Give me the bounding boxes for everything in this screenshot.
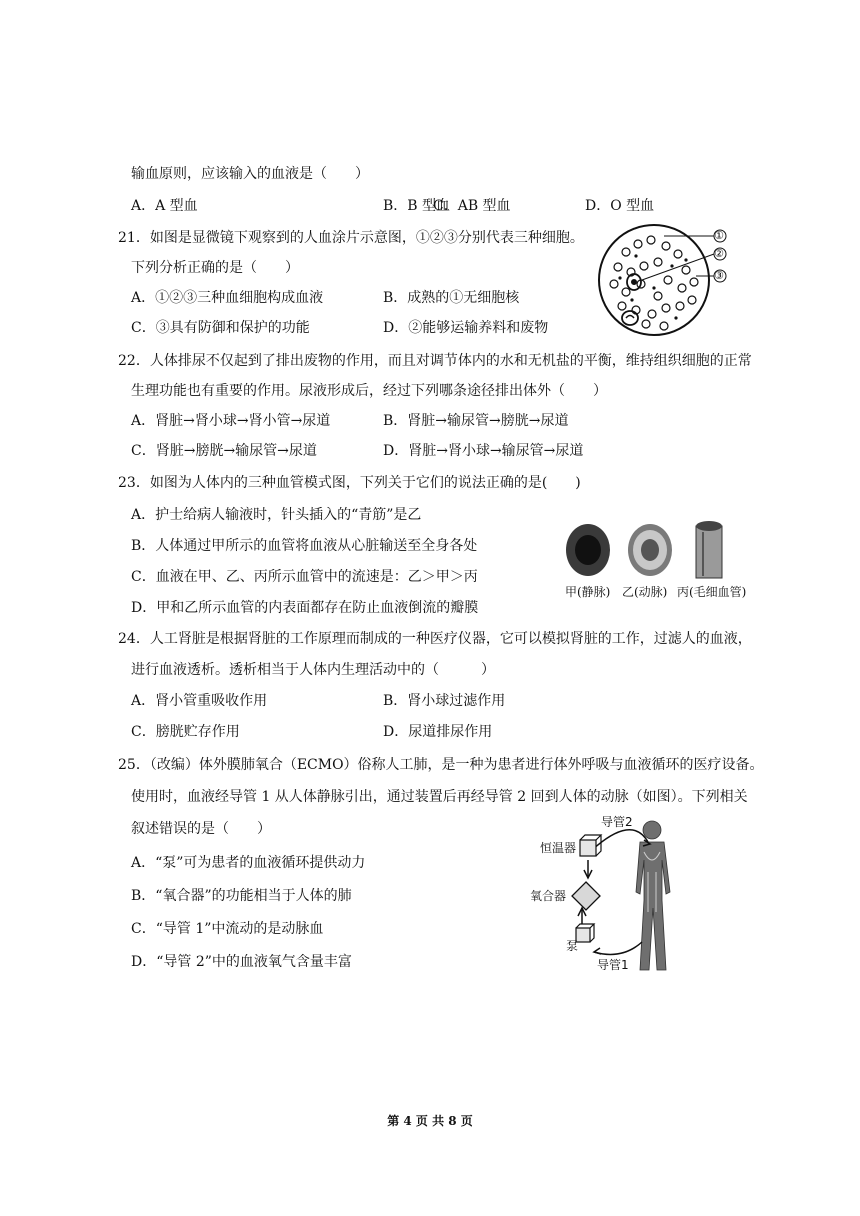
- q25-option-c: C．“导管 1”中流动的是动脉血: [131, 921, 324, 937]
- q21-option-a: A．①②③三种血细胞构成血液: [131, 290, 324, 306]
- q25-option-d: D．“导管 2”中的血液氧气含量丰富: [131, 954, 352, 970]
- q24-stem-2: 进行血液透析。透析相当于人体内生理活动中的（ ）: [131, 662, 495, 678]
- q22-option-c: C．肾脏→膀胱→输尿管→尿道: [131, 443, 317, 459]
- q24-option-a: A．肾小管重吸收作用: [131, 693, 268, 709]
- q22-stem-2: 生理功能也有重要的作用。尿液形成后，经过下列哪条途径排出体外（ ）: [131, 383, 607, 399]
- q20-stem: 输血原则，应该输入的血液是（ ）: [131, 166, 369, 182]
- vessel-label-vein: 甲(静脉): [565, 585, 611, 599]
- q24-option-b: B．肾小球过滤作用: [383, 693, 506, 709]
- q25-option-a: A．“泵”可为患者的血液循环提供动力: [131, 855, 366, 871]
- q23-option-b: B．人体通过甲所示的血管将血液从心脏输送至全身各处: [131, 538, 478, 554]
- q21-stem-1: 21．如图是显微镜下观察到的人血涂片示意图，①②③分别代表三种细胞。: [118, 230, 584, 246]
- q22-option-a: A．肾脏→肾小球→肾小管→尿道: [131, 413, 331, 429]
- q23-option-a: A．护士给病人输液时，针头插入的“青筋”是乙: [131, 507, 422, 523]
- q21-option-d: D．②能够运输养料和废物: [383, 320, 549, 336]
- q20-option-b: B．B 型血: [383, 198, 451, 214]
- smear-label-3: ③: [714, 269, 724, 282]
- q25-stem-3: 叙述错误的是（ ）: [131, 821, 271, 837]
- q21-option-b: B．成熟的①无细胞核: [383, 290, 520, 306]
- q22-stem-1: 22．人体排尿不仅起到了排出废物的作用，而且对调节体内的水和无机盐的平衡，维持组织细胞的正常: [118, 353, 752, 369]
- q24-option-c: C．膀胱贮存作用: [131, 724, 240, 740]
- blood-vessels-figure: [560, 520, 750, 582]
- ecmo-label-pump: 泵: [566, 939, 579, 953]
- q24-option-d: D．尿道排尿作用: [383, 724, 493, 740]
- q25-option-b: B．“氧合器”的功能相当于人体的肺: [131, 888, 352, 904]
- q20-option-a: A．A 型血: [131, 198, 198, 214]
- q20-option-c: C．AB 型血: [433, 198, 511, 214]
- q22-option-b: B．肾脏→输尿管→膀胱→尿道: [383, 413, 569, 429]
- ecmo-label-oxygenator: 氧合器: [530, 889, 567, 903]
- q21-stem-2: 下列分析正确的是（ ）: [131, 260, 299, 276]
- page-footer: 第 4 页 共 8 页: [387, 1114, 473, 1128]
- ecmo-label-tube2: 导管2: [601, 815, 633, 829]
- q24-stem-1: 24．人工肾脏是根据肾脏的工作原理而制成的一种医疗仪器，它可以模拟肾脏的工作，过滤人的血液，: [118, 631, 752, 647]
- vessel-label-capillary: 丙(毛细血管): [677, 585, 747, 599]
- q20-option-d: D．O 型血: [585, 198, 655, 214]
- q22-option-d: D．肾脏→肾小球→输尿管→尿道: [383, 443, 584, 459]
- q21-option-c: C．③具有防御和保护的功能: [131, 320, 310, 336]
- q23-stem: 23．如图为人体内的三种血管模式图，下列关于它们的说法正确的是( ): [118, 475, 581, 491]
- vessel-label-artery: 乙(动脉): [622, 585, 668, 599]
- q25-stem-1: 25．（改编）体外膜肺氧合（ECMO）俗称人工肺，是一种为患者进行体外呼吸与血液循环的医疗设备。: [118, 757, 764, 773]
- ecmo-label-thermostat: 恒温器: [540, 841, 577, 855]
- smear-label-1: ①: [714, 229, 724, 242]
- q25-stem-2: 使用时，血液经导管 1 从人体静脉引出，通过装置后再经导管 2 回到人体的动脉（如图）。下列相关: [131, 789, 748, 805]
- q23-option-c: C．血液在甲、乙、丙所示血管中的流速是：乙＞甲＞丙: [131, 569, 478, 585]
- smear-label-2: ②: [714, 247, 724, 260]
- ecmo-label-tube1: 导管1: [597, 958, 629, 972]
- q23-option-d: D．甲和乙所示血管的内表面都存在防止血液倒流的瓣膜: [131, 600, 479, 616]
